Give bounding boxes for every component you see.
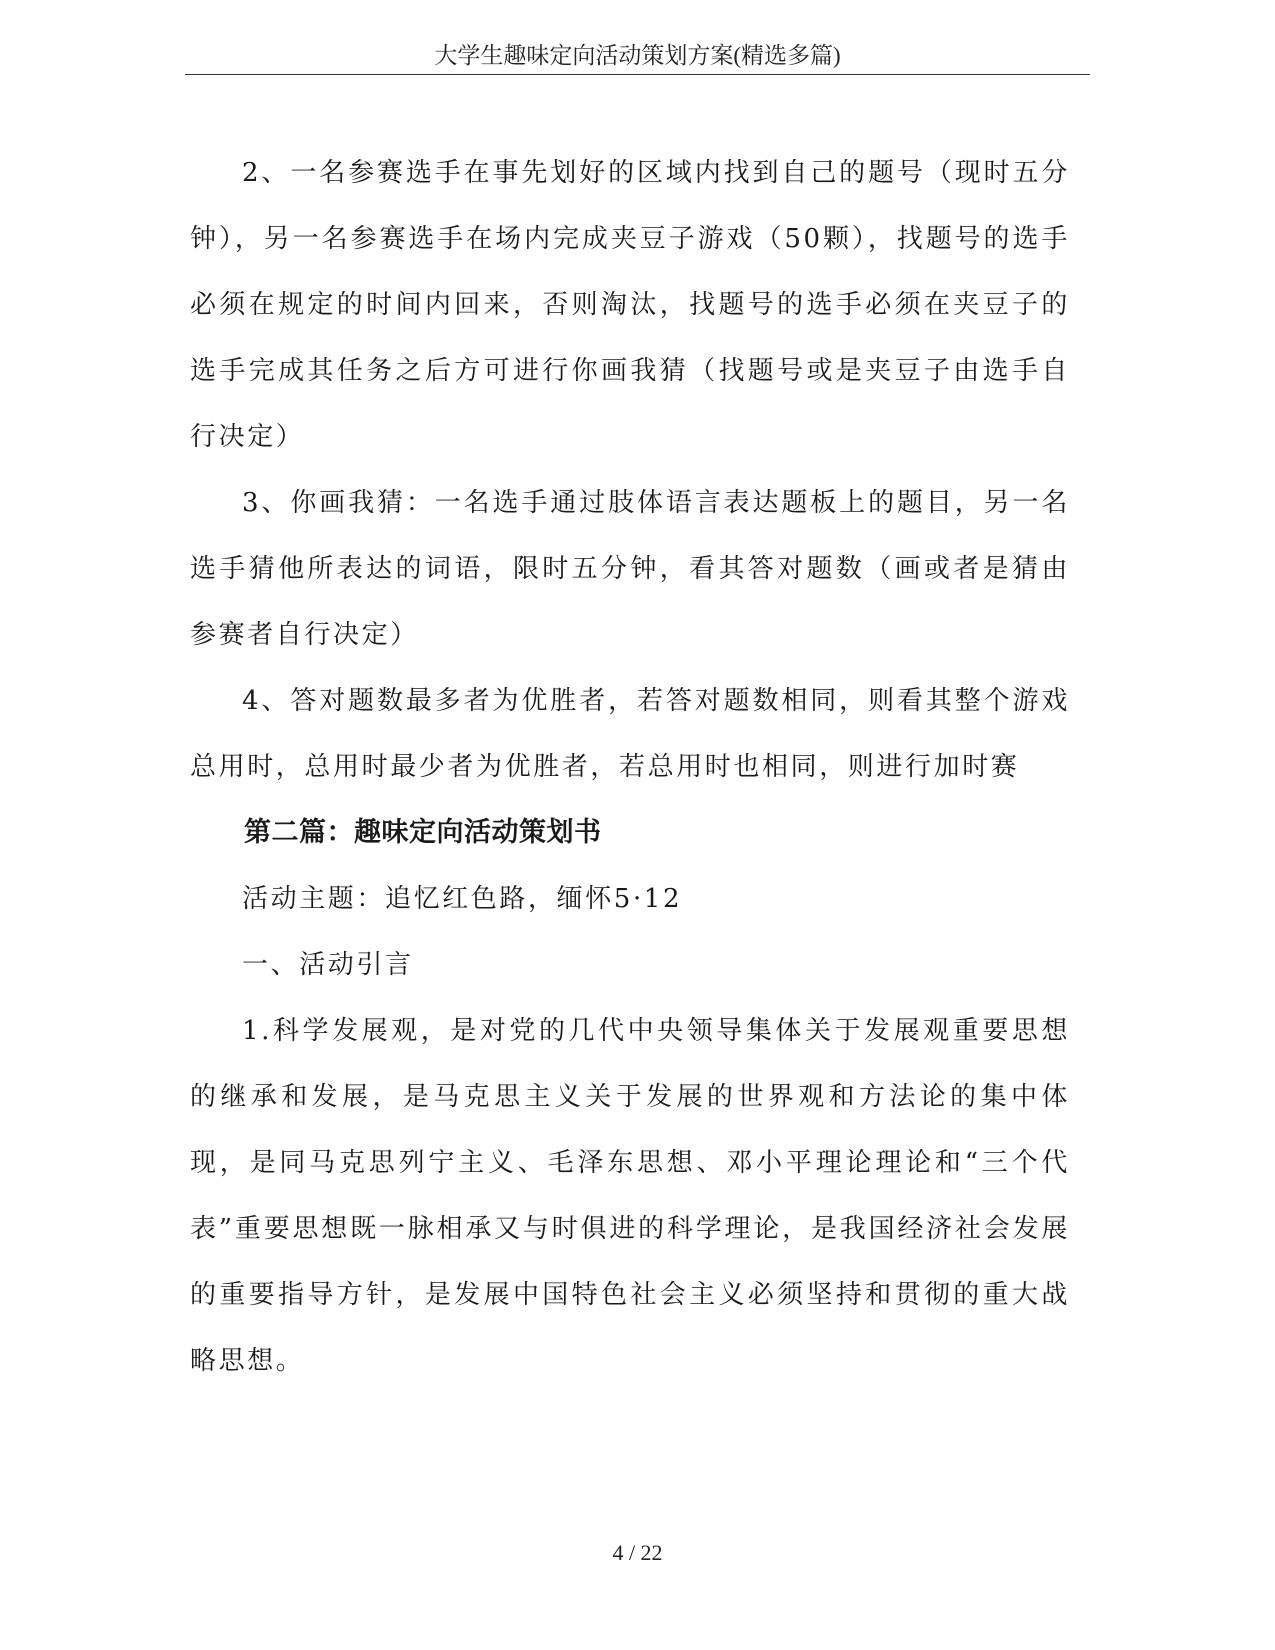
paragraph-rule-4: 4、答对题数最多者为优胜者，若答对题数相同，则看其整个游戏总用时，总用时最少者为优胜者，若总用时也相同，则进行加时赛: [190, 686, 1070, 782]
subsection-heading: 一、活动引言: [242, 950, 414, 980]
paragraph-rule-2: 2、一名参赛选手在事先划好的区域内找到自己的题号（现时五分钟），另一名参赛选手在场内完成夹豆子游戏（50颗），找题号的选手必须在规定的时间内回来，否则淘汰，找题号的选手必须在夹豆子的选手完成其任务之后方可进行你画我猜（找题号或是夹豆子由选手自行决定）: [190, 158, 1070, 452]
document-title: 大学生趣味定向活动策划方案(精选多篇): [434, 43, 841, 68]
paragraph-rule-3: 3、你画我猜：一名选手通过肢体语言表达题板上的题目，另一名选手猜他所表达的词语，限时五分钟，看其答对题数（画或者是猜由参赛者自行决定）: [190, 488, 1070, 650]
page-footer: [0, 1538, 1275, 1568]
section-heading: 第二篇：趣味定向活动策划书: [244, 817, 602, 848]
page-number: 4 / 22: [612, 1540, 663, 1565]
activity-theme: 活动主题：追忆红色路，缅怀5·12: [242, 884, 683, 914]
paragraph-introduction: 1.科学发展观，是对党的几代中央领导集体关于发展观重要思想的继承和发展，是马克思主义关于发展的世界观和方法论的集中体现，是同马克思列宁主义、毛泽东思想、邓小平理论理论和“三个代表”重要思想既一脉相承又与时俱进的科学理论，是我国经济社会发展的重要指导方针，是发展中国特色社会主义必须坚持和贯彻的重大战略思想。: [190, 1016, 1070, 1376]
page-header: [185, 38, 1090, 75]
document-body: [190, 140, 1070, 1394]
